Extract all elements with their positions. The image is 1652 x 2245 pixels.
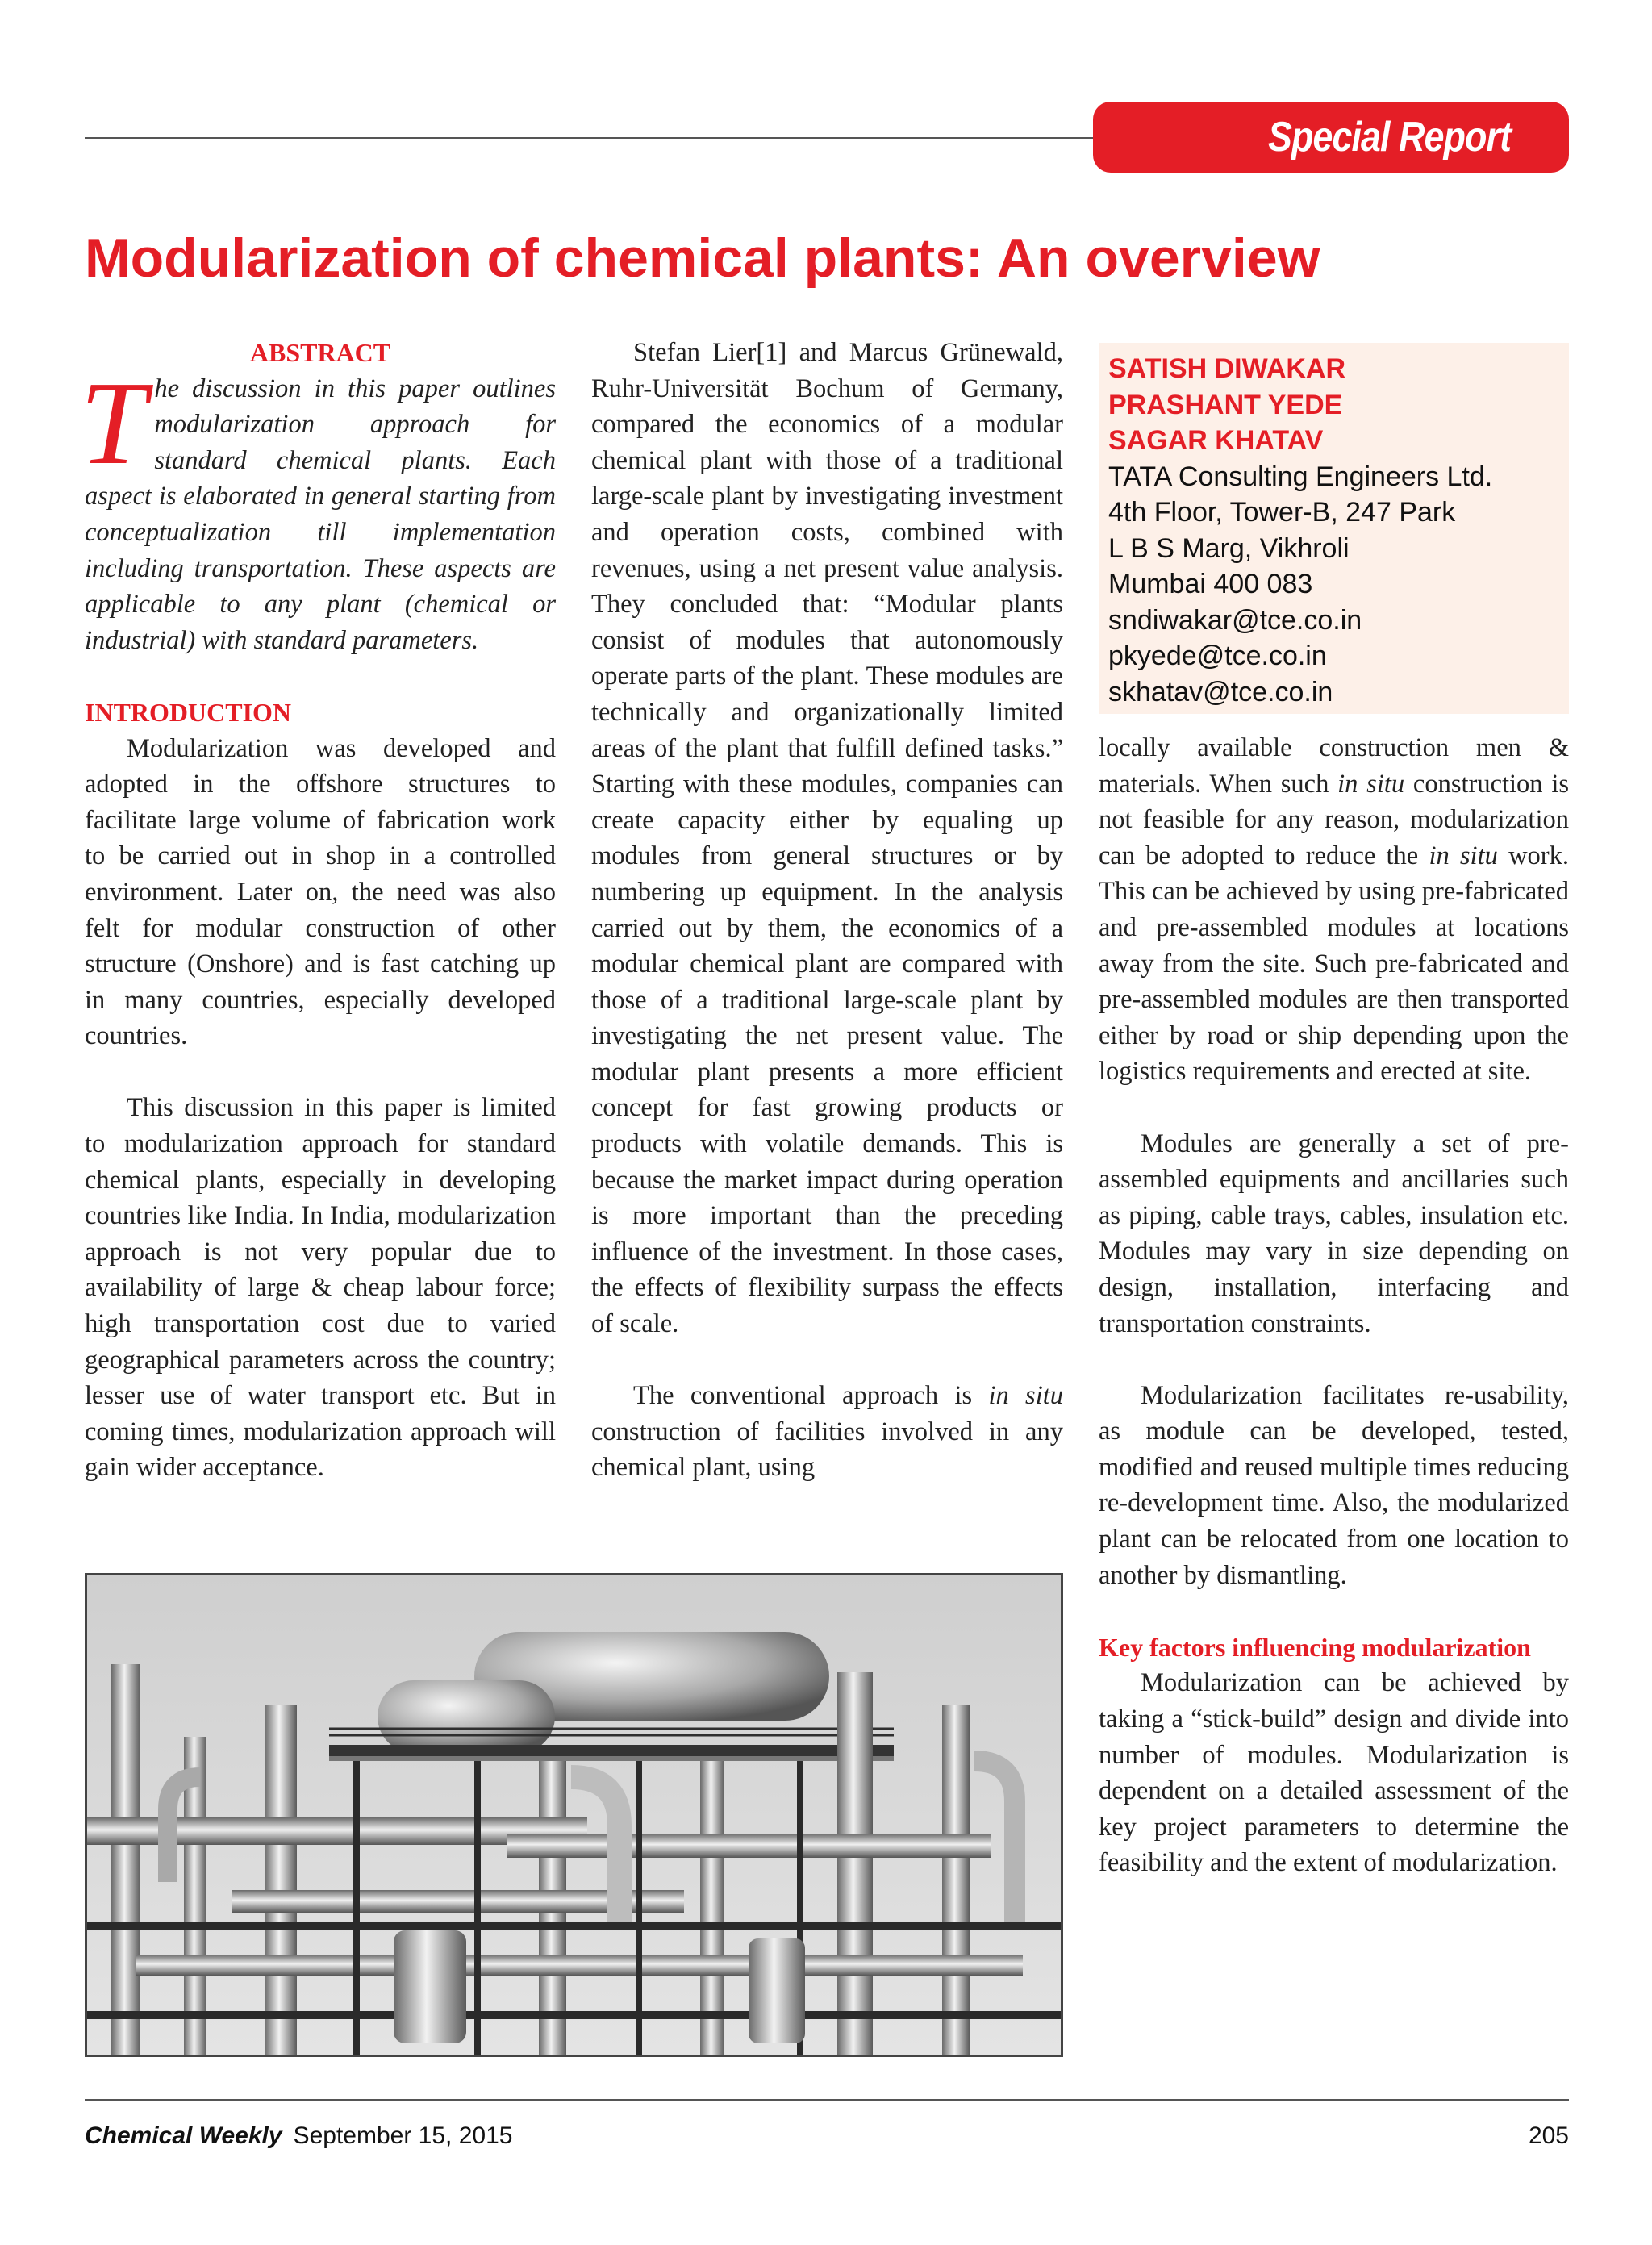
article-title: Modularization of chemical plants: An overview [85, 227, 1320, 289]
col2-paragraph-2: The conventional approach is in situ construction of facilities involved in any chemical plant, using [591, 1381, 1064, 1483]
affiliation-line: L B S Marg, Vikhroli [1108, 532, 1350, 564]
publication-name: Chemical Weekly [85, 2122, 282, 2149]
abstract-heading: ABSTRACT [249, 338, 391, 367]
plant-photo [85, 1573, 1063, 2057]
col3-paragraph-1: locally available construction men & materials. When such in situ construction is not feasible for any reason, modularization can be adopted to reduce the in situ work. This can be achieved by using pre-fabricated and pre-assembled modules at locations away from the site. Such pre-fabricated and pre-assembled modules are then transported either by road or ship depending upon the logistics requirements and erected at site. [1099, 733, 1569, 1087]
abstract-body: he discussion in this paper outlines modularization approach for standard chemical plants. Each aspect is elaborated in general starting from conceptualization till implementation including transportation. These aspects are applicable to any plant (chemical or industrial) with standard parameters. [85, 373, 556, 655]
key-factors-heading: Key factors influencing modularization [1099, 1632, 1531, 1662]
intro-paragraph-2: This discussion in this paper is limited to modularization approach for standard chemical plants, especially in developing countries like India. In India, modularization approach is not very popular due to availability of large & cheap labour force; high transportation cost due to varied geographical parameters across the country; lesser use of water transport etc. But in coming times, modularization approach will gain wider acceptance. [85, 1093, 556, 1483]
affiliation-line: 4th Floor, Tower-B, 247 Park [1108, 497, 1456, 528]
affiliation-line: Mumbai 400 083 [1108, 569, 1313, 599]
footer-left [85, 2122, 512, 2150]
author-name: PRASHANT YEDE [1108, 389, 1343, 420]
footer-rule [85, 2099, 1569, 2101]
author-name: SAGAR KHATAV [1108, 425, 1324, 456]
section-label: Special Report [1267, 114, 1511, 161]
author-email: sndiwakar@tce.co.in [1108, 604, 1362, 636]
author-email: skhatav@tce.co.in [1108, 676, 1333, 707]
column-1 [80, 335, 556, 1486]
intro-paragraph-1: Modularization was developed and adopted in the offshore structures to facilitate large volume of fabrication work to be carried out in shop in a controlled environment. Later on, the need was also felt for modular construction of other structure (Onshore) and is fast catching up in many countries, especially developed countries. [85, 733, 556, 1051]
col3-paragraph-4: Modularization can be achieved by taking a “stick-build” design and divide into number of modules. Modularization is dependent on a detailed assessment of the key project parameters to determine the feasibility and the extent of modularization. [1099, 1668, 1569, 1878]
col3-paragraph-2: Modules are generally a set of pre-assembled equipments and ancillaries such as piping, cable trays, cables, insulation etc. Modules may vary in size depending on design, installation, interfacing and transportation constraints. [1099, 1129, 1569, 1338]
chemical-plant-illustration [87, 1575, 1061, 2055]
abstract-text [80, 357, 556, 659]
header-rule [85, 137, 1133, 139]
col2-paragraph-1: Stefan Lier[1] and Marcus Grünewald, Ruhr-Universität Bochum of Germany, compared the economics of a modular chemical plant with those of a traditional large-scale plant by investigating investment and operation costs, combined with revenues, using a net present value analysis. They concluded that: “Modular plants consist of modules that autonomously operate parts of the plant. These modules are technically and organizationally limited areas of the plant that fulfill defined tasks.” Starting with these modules, companies can create capacity either by equaling up modules from general structures or by numbering up equipment. In the analysis carried out by them, the economics of a modular chemical plant are compared with those of a traditional large-scale plant by investigating the net present value. The modular plant presents a more efficient concept for fast growing products or products with volatile demands. This is because the market impact during operation is more important than the preceding influence of the investment. In those cases, the effects of flexibility surpass the effects of scale. [591, 338, 1063, 1339]
author-email: pkyede@tce.co.in [1108, 641, 1327, 671]
drop-cap: T [80, 357, 147, 490]
author-box [1099, 343, 1569, 714]
col3-paragraph-3: Modularization facilitates re-usability, as module can be developed, tested, modified and reused multiple times reducing re-development time. Also, the modularized plant can be relocated from one location to another by dismantling. [1099, 1380, 1569, 1590]
column-3 [1099, 730, 1569, 1881]
page-number: 205 [1528, 2122, 1569, 2149]
affiliation-line: TATA Consulting Engineers Ltd. [1108, 461, 1493, 492]
column-2 [591, 335, 1063, 1486]
issue-date: September 15, 2015 [293, 2122, 513, 2149]
introduction-heading: INTRODUCTION [85, 697, 292, 727]
section-badge [1093, 102, 1569, 173]
page-footer [85, 2116, 1569, 2156]
author-name: SATISH DIWAKAR [1108, 353, 1346, 384]
